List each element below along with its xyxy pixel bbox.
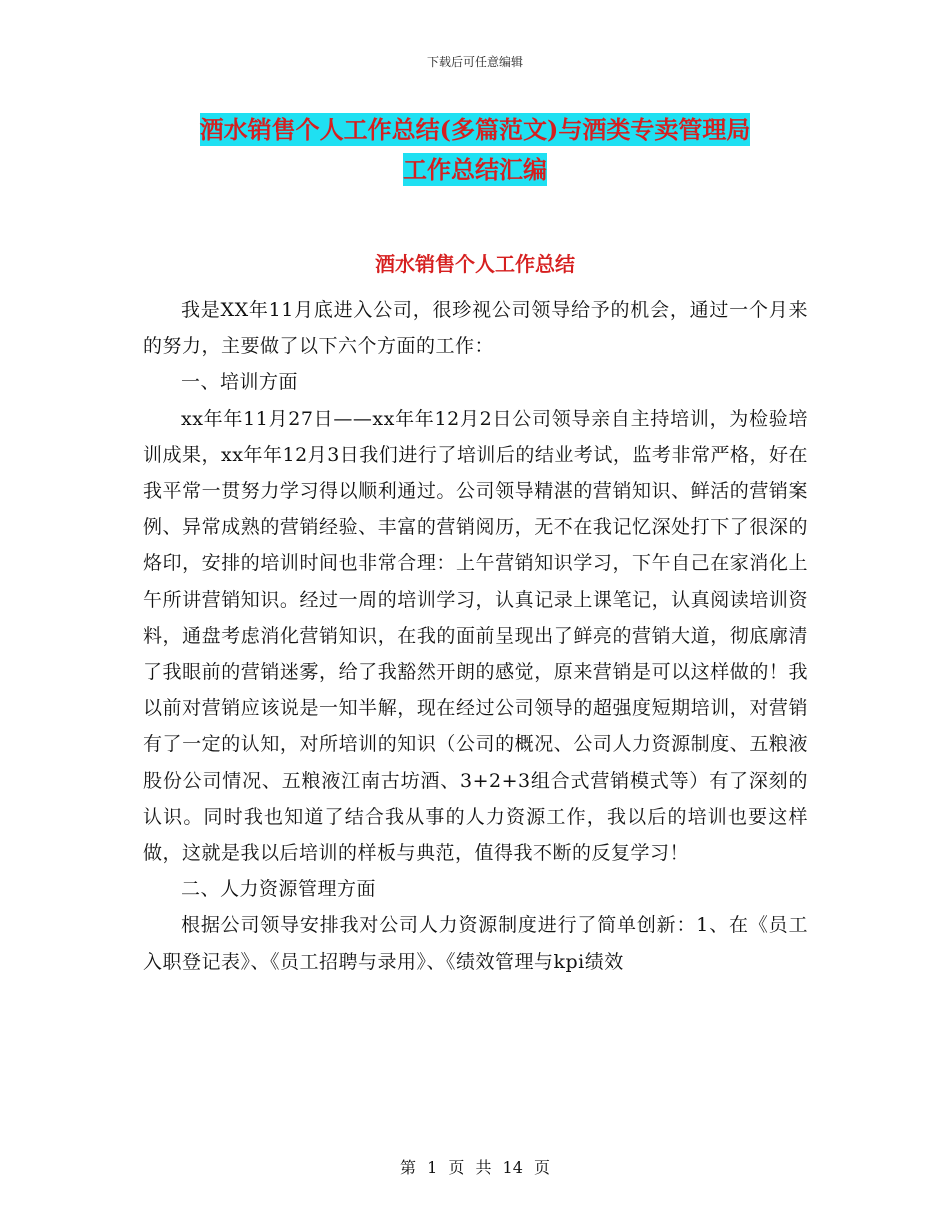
section-title: 酒水销售个人工作总结	[375, 252, 575, 276]
paragraph-hr: 根据公司领导安排我对公司人力资源制度进行了简单创新：1、在《员工入职登记表》、《员工招聘与录用》、《绩效管理与kpi绩效	[143, 914, 808, 973]
page-footer: 第 1 页 共 14 页	[400, 1158, 550, 1177]
body-text	[143, 292, 808, 980]
paragraph-heading-training: 一、培训方面	[181, 371, 299, 394]
paragraph-intro: 我是XX年11月底进入公司，很珍视公司领导给予的机会，通过一个月来的努力，主要做了以下六个方面的工作：	[143, 299, 808, 358]
document-title-line-2: 工作总结汇编	[403, 155, 547, 184]
document-title-line-1: 酒水销售个人工作总结(多篇范文)与酒类专卖管理局	[199, 115, 751, 144]
document-title	[150, 110, 800, 190]
paragraph-training: xx年年11月27日——xx年年12月2日公司领导亲自主持培训，为检验培训成果，xx年年12月3日我们进行了培训后的结业考试，监考非常严格，好在我平常一贯努力学习得以顺利通过。公司领导精湛的营销知识、鲜活的营销案例、异常成熟的营销经验、丰富的营销阅历，无不在我记忆深处打下了很深的烙印，安排的培训时间也非常合理：上午营销知识学习，下午自己在家消化上午所讲营销知识。经过一周的培训学习，认真记录上课笔记，认真阅读培训资料，通盘考虑消化营销知识，在我的面前呈现出了鲜亮的营销大道，彻底廓清了我眼前的营销迷雾，给了我豁然开朗的感觉，原来营销是可以这样做的！我以前对营销应该说是一知半解，现在经过公司领导的超强度短期培训，对营销有了一定的认知，对所培训的知识（公司的概况、公司人力资源制度、五粮液股份公司情况、五粮液江南古坊酒、3+2+3组合式营销模式等）有了深刻的认识。同时我也知道了结合我从事的人力资源工作，我以后的培训也要这样做，这就是我以后培训的样板与典范，值得我不断的反复学习！	[143, 407, 808, 865]
header-note: 下载后可任意编辑	[426, 55, 523, 69]
paragraph-heading-hr: 二、人力资源管理方面	[181, 878, 377, 901]
